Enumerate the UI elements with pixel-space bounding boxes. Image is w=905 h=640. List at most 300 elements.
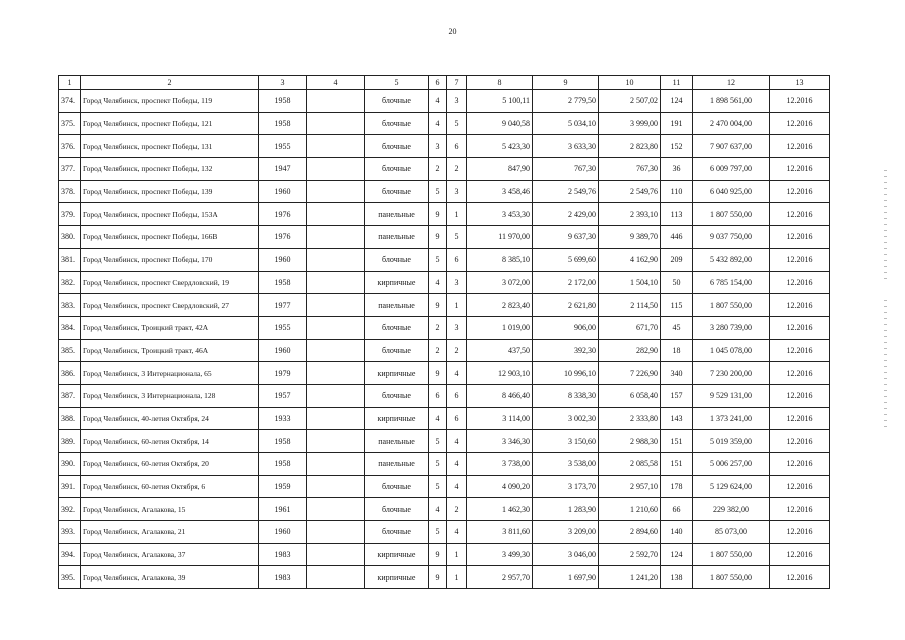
cost-cell: 7 907 637,00 (693, 135, 770, 158)
area-residential-cell: 7 226,90 (599, 362, 661, 385)
column-header: 8 (467, 76, 533, 90)
deadline-cell: 12.2016 (770, 430, 830, 453)
table-row (59, 90, 830, 113)
year-cell: 1957 (259, 384, 307, 407)
floors-cell: 4 (429, 498, 447, 521)
row-number: 374. (59, 90, 81, 113)
area-total-cell: 4 090,20 (467, 475, 533, 498)
area-living-cell: 8 338,30 (533, 384, 599, 407)
deadline-cell: 12.2016 (770, 543, 830, 566)
column-header: 7 (447, 76, 467, 90)
floors-cell: 4 (429, 90, 447, 113)
deadline-cell: 12.2016 (770, 384, 830, 407)
row-number: 376. (59, 135, 81, 158)
cost-cell: 6 009 797,00 (693, 158, 770, 181)
cost-cell: 2 470 004,00 (693, 112, 770, 135)
row-number: 391. (59, 475, 81, 498)
deadline-cell: 12.2016 (770, 475, 830, 498)
material-cell: блочные (365, 248, 429, 271)
area-living-cell: 3 150,60 (533, 430, 599, 453)
residents-cell: 151 (661, 430, 693, 453)
area-residential-cell: 2 333,80 (599, 407, 661, 430)
page-number: 20 (448, 27, 457, 36)
floors-cell: 9 (429, 362, 447, 385)
deadline-cell: 12.2016 (770, 248, 830, 271)
address-cell: Город Челябинск, 60-летия Октября, 6 (81, 475, 259, 498)
floors-cell: 2 (429, 316, 447, 339)
year-cell: 1976 (259, 226, 307, 249)
cost-cell: 1 898 561,00 (693, 90, 770, 113)
area-total-cell: 5 100,11 (467, 90, 533, 113)
material-cell: панельные (365, 226, 429, 249)
table-row (59, 521, 830, 544)
residents-cell: 110 (661, 180, 693, 203)
residents-cell: 36 (661, 158, 693, 181)
deadline-cell: 12.2016 (770, 521, 830, 544)
table-row (59, 384, 830, 407)
cost-cell: 6 040 925,00 (693, 180, 770, 203)
empty-cell (307, 430, 365, 453)
entrances-cell: 3 (447, 90, 467, 113)
table-row (59, 180, 830, 203)
row-number: 378. (59, 180, 81, 203)
year-cell: 1947 (259, 158, 307, 181)
area-total-cell: 12 903,10 (467, 362, 533, 385)
material-cell: панельные (365, 453, 429, 476)
row-number: 389. (59, 430, 81, 453)
empty-cell (307, 384, 365, 407)
area-living-cell: 2 429,00 (533, 203, 599, 226)
area-residential-cell: 2 393,10 (599, 203, 661, 226)
area-living-cell: 9 637,30 (533, 226, 599, 249)
row-number: 390. (59, 453, 81, 476)
material-cell: блочные (365, 90, 429, 113)
area-total-cell: 3 072,00 (467, 271, 533, 294)
address-cell: Город Челябинск, Агалакова, 21 (81, 521, 259, 544)
residents-cell: 113 (661, 203, 693, 226)
floors-cell: 9 (429, 226, 447, 249)
address-cell: Город Челябинск, проспект Победы, 153А (81, 203, 259, 226)
area-residential-cell: 671,70 (599, 316, 661, 339)
column-header: 3 (259, 76, 307, 90)
material-cell: блочные (365, 521, 429, 544)
material-cell: блочные (365, 112, 429, 135)
empty-cell (307, 407, 365, 430)
entrances-cell: 4 (447, 362, 467, 385)
area-residential-cell: 2 507,02 (599, 90, 661, 113)
row-number: 375. (59, 112, 81, 135)
address-cell: Город Челябинск, проспект Победы, 166В (81, 226, 259, 249)
area-total-cell: 437,50 (467, 339, 533, 362)
year-cell: 1983 (259, 566, 307, 589)
entrances-cell: 2 (447, 339, 467, 362)
material-cell: блочные (365, 180, 429, 203)
area-living-cell: 767,30 (533, 158, 599, 181)
area-living-cell: 1 283,90 (533, 498, 599, 521)
area-total-cell: 5 423,30 (467, 135, 533, 158)
address-cell: Город Челябинск, проспект Победы, 131 (81, 135, 259, 158)
row-number: 382. (59, 271, 81, 294)
area-residential-cell: 1 241,20 (599, 566, 661, 589)
scan-edge-marks (884, 170, 887, 280)
floors-cell: 9 (429, 203, 447, 226)
material-cell: панельные (365, 430, 429, 453)
deadline-cell: 12.2016 (770, 294, 830, 317)
table-row (59, 453, 830, 476)
material-cell: блочные (365, 135, 429, 158)
address-cell: Город Челябинск, 40-летия Октября, 24 (81, 407, 259, 430)
address-cell: Город Челябинск, Троицкий тракт, 42А (81, 316, 259, 339)
empty-cell (307, 112, 365, 135)
table-row (59, 294, 830, 317)
floors-cell: 4 (429, 271, 447, 294)
table-row (59, 271, 830, 294)
cost-cell: 1 807 550,00 (693, 543, 770, 566)
material-cell: блочные (365, 339, 429, 362)
address-cell: Город Челябинск, 60-летия Октября, 14 (81, 430, 259, 453)
empty-cell (307, 316, 365, 339)
residents-cell: 178 (661, 475, 693, 498)
column-header: 5 (365, 76, 429, 90)
floors-cell: 4 (429, 112, 447, 135)
empty-cell (307, 180, 365, 203)
residents-cell: 50 (661, 271, 693, 294)
table-row (59, 543, 830, 566)
table-row (59, 339, 830, 362)
cost-cell: 7 230 200,00 (693, 362, 770, 385)
empty-cell (307, 226, 365, 249)
entrances-cell: 1 (447, 203, 467, 226)
year-cell: 1960 (259, 521, 307, 544)
row-number: 395. (59, 566, 81, 589)
table-row (59, 498, 830, 521)
column-header: 12 (693, 76, 770, 90)
residents-cell: 115 (661, 294, 693, 317)
area-residential-cell: 2 549,76 (599, 180, 661, 203)
table-row (59, 362, 830, 385)
deadline-cell: 12.2016 (770, 362, 830, 385)
floors-cell: 5 (429, 180, 447, 203)
cost-cell: 5 019 359,00 (693, 430, 770, 453)
area-total-cell: 1 019,00 (467, 316, 533, 339)
residents-cell: 209 (661, 248, 693, 271)
entrances-cell: 4 (447, 453, 467, 476)
residents-cell: 340 (661, 362, 693, 385)
area-residential-cell: 2 957,10 (599, 475, 661, 498)
header-row (59, 76, 830, 90)
residents-cell: 140 (661, 521, 693, 544)
residents-cell: 151 (661, 453, 693, 476)
column-header: 2 (81, 76, 259, 90)
area-total-cell: 3 114,00 (467, 407, 533, 430)
entrances-cell: 5 (447, 226, 467, 249)
row-number: 385. (59, 339, 81, 362)
cost-cell: 229 382,00 (693, 498, 770, 521)
address-cell: Город Челябинск, Агалакова, 37 (81, 543, 259, 566)
row-number: 393. (59, 521, 81, 544)
residents-cell: 191 (661, 112, 693, 135)
empty-cell (307, 135, 365, 158)
address-cell: Город Челябинск, проспект Победы, 170 (81, 248, 259, 271)
area-residential-cell: 2 085,58 (599, 453, 661, 476)
material-cell: кирпичные (365, 407, 429, 430)
material-cell: блочные (365, 384, 429, 407)
empty-cell (307, 543, 365, 566)
address-cell: Город Челябинск, 60-летия Октября, 20 (81, 453, 259, 476)
row-number: 379. (59, 203, 81, 226)
entrances-cell: 3 (447, 316, 467, 339)
table-row (59, 475, 830, 498)
material-cell: блочные (365, 316, 429, 339)
address-cell: Город Челябинск, проспект Победы, 139 (81, 180, 259, 203)
deadline-cell: 12.2016 (770, 158, 830, 181)
entrances-cell: 2 (447, 158, 467, 181)
deadline-cell: 12.2016 (770, 226, 830, 249)
area-living-cell: 10 996,10 (533, 362, 599, 385)
empty-cell (307, 271, 365, 294)
row-number: 383. (59, 294, 81, 317)
area-total-cell: 2 957,70 (467, 566, 533, 589)
empty-cell (307, 203, 365, 226)
deadline-cell: 12.2016 (770, 453, 830, 476)
entrances-cell: 4 (447, 521, 467, 544)
cost-cell: 5 129 624,00 (693, 475, 770, 498)
empty-cell (307, 339, 365, 362)
address-cell: Город Челябинск, проспект Свердловский, 27 (81, 294, 259, 317)
column-header: 10 (599, 76, 661, 90)
material-cell: панельные (365, 203, 429, 226)
residents-cell: 45 (661, 316, 693, 339)
cost-cell: 9 037 750,00 (693, 226, 770, 249)
year-cell: 1983 (259, 543, 307, 566)
residents-cell: 446 (661, 226, 693, 249)
floors-cell: 5 (429, 521, 447, 544)
area-residential-cell: 2 894,60 (599, 521, 661, 544)
table-row (59, 407, 830, 430)
column-header: 1 (59, 76, 81, 90)
deadline-cell: 12.2016 (770, 90, 830, 113)
year-cell: 1979 (259, 362, 307, 385)
row-number: 381. (59, 248, 81, 271)
area-living-cell: 2 621,80 (533, 294, 599, 317)
cost-cell: 1 807 550,00 (693, 203, 770, 226)
residents-cell: 66 (661, 498, 693, 521)
table-row (59, 112, 830, 135)
area-total-cell: 8 466,40 (467, 384, 533, 407)
area-residential-cell: 767,30 (599, 158, 661, 181)
cost-cell: 5 432 892,00 (693, 248, 770, 271)
address-cell: Город Челябинск, Агалакова, 39 (81, 566, 259, 589)
empty-cell (307, 248, 365, 271)
row-number: 394. (59, 543, 81, 566)
area-total-cell: 2 823,40 (467, 294, 533, 317)
address-cell: Город Челябинск, 3 Интернационала, 128 (81, 384, 259, 407)
deadline-cell: 12.2016 (770, 180, 830, 203)
deadline-cell: 12.2016 (770, 271, 830, 294)
year-cell: 1960 (259, 339, 307, 362)
material-cell: кирпичные (365, 566, 429, 589)
area-residential-cell: 9 389,70 (599, 226, 661, 249)
year-cell: 1958 (259, 430, 307, 453)
floors-cell: 9 (429, 294, 447, 317)
residents-cell: 143 (661, 407, 693, 430)
empty-cell (307, 475, 365, 498)
area-living-cell: 3 046,00 (533, 543, 599, 566)
material-cell: кирпичные (365, 271, 429, 294)
area-residential-cell: 2 592,70 (599, 543, 661, 566)
deadline-cell: 12.2016 (770, 135, 830, 158)
area-living-cell: 2 779,50 (533, 90, 599, 113)
deadline-cell: 12.2016 (770, 339, 830, 362)
area-living-cell: 906,00 (533, 316, 599, 339)
area-residential-cell: 4 162,90 (599, 248, 661, 271)
area-total-cell: 3 738,00 (467, 453, 533, 476)
cost-cell: 85 073,00 (693, 521, 770, 544)
residents-cell: 124 (661, 90, 693, 113)
area-residential-cell: 2 823,80 (599, 135, 661, 158)
floors-cell: 4 (429, 407, 447, 430)
deadline-cell: 12.2016 (770, 566, 830, 589)
entrances-cell: 1 (447, 566, 467, 589)
table-row (59, 248, 830, 271)
year-cell: 1933 (259, 407, 307, 430)
entrances-cell: 6 (447, 248, 467, 271)
area-total-cell: 3 453,30 (467, 203, 533, 226)
empty-cell (307, 453, 365, 476)
table-row (59, 158, 830, 181)
material-cell: блочные (365, 475, 429, 498)
year-cell: 1955 (259, 316, 307, 339)
year-cell: 1958 (259, 271, 307, 294)
cost-cell: 1 807 550,00 (693, 294, 770, 317)
material-cell: блочные (365, 498, 429, 521)
area-living-cell: 2 172,00 (533, 271, 599, 294)
area-living-cell: 3 173,70 (533, 475, 599, 498)
area-residential-cell: 6 058,40 (599, 384, 661, 407)
empty-cell (307, 498, 365, 521)
table-row (59, 135, 830, 158)
column-header: 4 (307, 76, 365, 90)
entrances-cell: 1 (447, 294, 467, 317)
residents-cell: 138 (661, 566, 693, 589)
entrances-cell: 2 (447, 498, 467, 521)
address-cell: Город Челябинск, Агалакова, 15 (81, 498, 259, 521)
column-header: 13 (770, 76, 830, 90)
area-residential-cell: 1 504,10 (599, 271, 661, 294)
area-living-cell: 392,30 (533, 339, 599, 362)
empty-cell (307, 566, 365, 589)
deadline-cell: 12.2016 (770, 112, 830, 135)
entrances-cell: 6 (447, 407, 467, 430)
address-cell: Город Челябинск, проспект Победы, 121 (81, 112, 259, 135)
floors-cell: 2 (429, 158, 447, 181)
table-row (59, 430, 830, 453)
cost-cell: 1 373 241,00 (693, 407, 770, 430)
year-cell: 1976 (259, 203, 307, 226)
empty-cell (307, 294, 365, 317)
year-cell: 1961 (259, 498, 307, 521)
cost-cell: 9 529 131,00 (693, 384, 770, 407)
empty-cell (307, 521, 365, 544)
area-total-cell: 3 811,60 (467, 521, 533, 544)
area-total-cell: 1 462,30 (467, 498, 533, 521)
year-cell: 1958 (259, 90, 307, 113)
floors-cell: 9 (429, 566, 447, 589)
area-total-cell: 8 385,10 (467, 248, 533, 271)
row-number: 388. (59, 407, 81, 430)
table-row (59, 316, 830, 339)
floors-cell: 2 (429, 339, 447, 362)
housing-register-table (58, 75, 830, 589)
area-living-cell: 3 538,00 (533, 453, 599, 476)
area-living-cell: 3 002,30 (533, 407, 599, 430)
table-row (59, 226, 830, 249)
area-residential-cell: 2 114,50 (599, 294, 661, 317)
row-number: 387. (59, 384, 81, 407)
area-residential-cell: 282,90 (599, 339, 661, 362)
table-row (59, 566, 830, 589)
address-cell: Город Челябинск, Троицкий тракт, 46А (81, 339, 259, 362)
column-header: 11 (661, 76, 693, 90)
row-number: 386. (59, 362, 81, 385)
floors-cell: 5 (429, 430, 447, 453)
empty-cell (307, 158, 365, 181)
residents-cell: 18 (661, 339, 693, 362)
year-cell: 1960 (259, 180, 307, 203)
cost-cell: 3 280 739,00 (693, 316, 770, 339)
area-living-cell: 2 549,76 (533, 180, 599, 203)
entrances-cell: 5 (447, 112, 467, 135)
cost-cell: 6 785 154,00 (693, 271, 770, 294)
empty-cell (307, 90, 365, 113)
address-cell: Город Челябинск, 3 Интернационала, 65 (81, 362, 259, 385)
row-number: 392. (59, 498, 81, 521)
column-header: 6 (429, 76, 447, 90)
cost-cell: 1 807 550,00 (693, 566, 770, 589)
entrances-cell: 3 (447, 180, 467, 203)
area-living-cell: 5 699,60 (533, 248, 599, 271)
area-total-cell: 3 499,30 (467, 543, 533, 566)
floors-cell: 5 (429, 453, 447, 476)
material-cell: блочные (365, 158, 429, 181)
material-cell: панельные (365, 294, 429, 317)
area-total-cell: 3 346,30 (467, 430, 533, 453)
floors-cell: 5 (429, 248, 447, 271)
year-cell: 1958 (259, 453, 307, 476)
entrances-cell: 1 (447, 543, 467, 566)
cost-cell: 5 006 257,00 (693, 453, 770, 476)
deadline-cell: 12.2016 (770, 498, 830, 521)
deadline-cell: 12.2016 (770, 316, 830, 339)
row-number: 380. (59, 226, 81, 249)
entrances-cell: 6 (447, 135, 467, 158)
entrances-cell: 6 (447, 384, 467, 407)
row-number: 377. (59, 158, 81, 181)
floors-cell: 5 (429, 475, 447, 498)
area-living-cell: 1 697,90 (533, 566, 599, 589)
area-living-cell: 5 034,10 (533, 112, 599, 135)
area-total-cell: 3 458,46 (467, 180, 533, 203)
area-living-cell: 3 633,30 (533, 135, 599, 158)
year-cell: 1955 (259, 135, 307, 158)
row-number: 384. (59, 316, 81, 339)
entrances-cell: 3 (447, 271, 467, 294)
year-cell: 1958 (259, 112, 307, 135)
address-cell: Город Челябинск, проспект Свердловский, 19 (81, 271, 259, 294)
floors-cell: 9 (429, 543, 447, 566)
floors-cell: 3 (429, 135, 447, 158)
cost-cell: 1 045 078,00 (693, 339, 770, 362)
